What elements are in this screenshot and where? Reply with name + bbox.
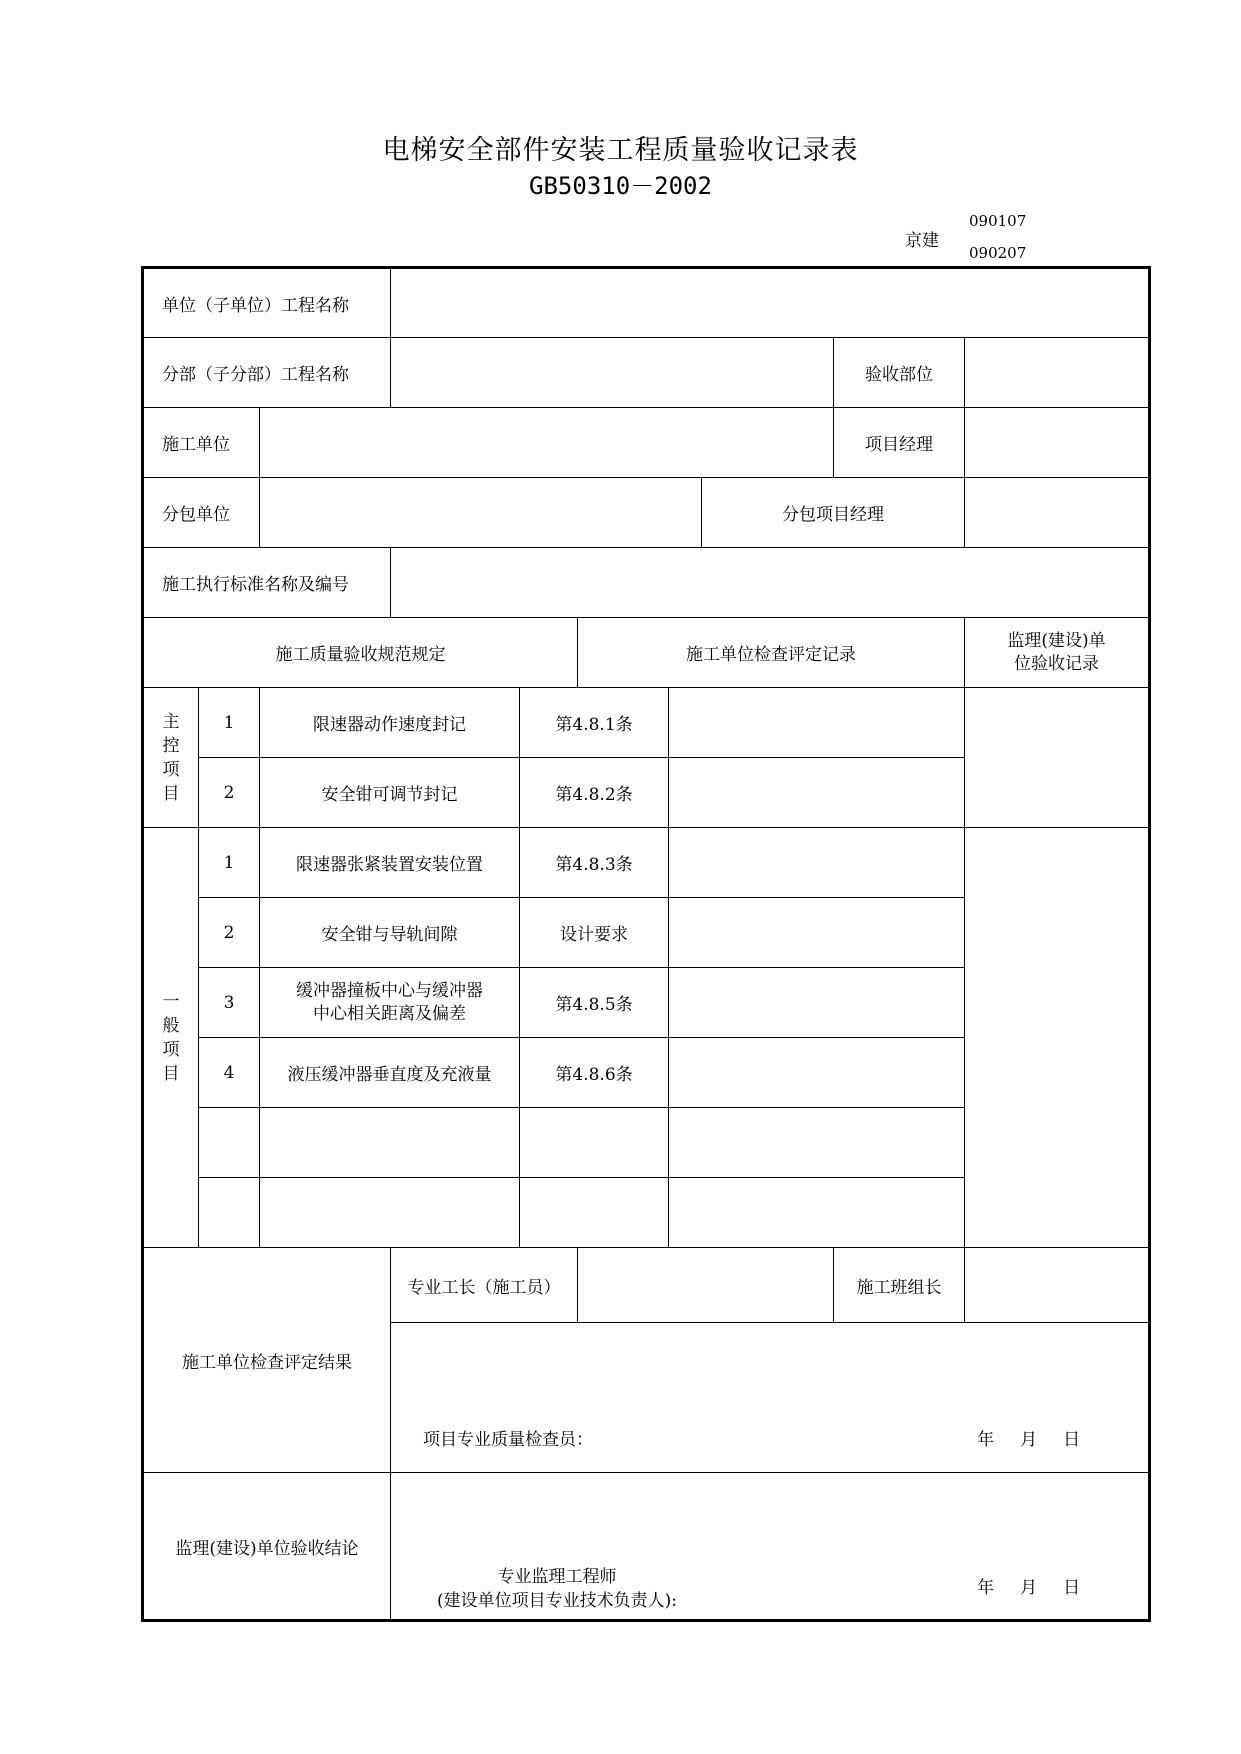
item-description-line-1: 缓冲器撞板中心与缓冲器 [296,980,483,1001]
team-leader-label: 施工班组长 [834,1248,965,1323]
form-code-1: 090107 [969,212,1027,230]
item-number: 2 [199,758,260,828]
check-record-field[interactable] [669,1038,965,1108]
check-result-label: 施工单位检查评定结果 [143,1248,391,1473]
main-label-char: 控 [162,735,180,756]
construction-unit-field[interactable] [260,408,834,478]
item-description[interactable] [260,1178,520,1248]
sub-project-manager-label: 分包项目经理 [702,478,965,548]
main-items-label [143,688,199,828]
project-manager-field[interactable] [965,408,1150,478]
quality-inspector-signature[interactable] [391,1323,1150,1473]
main-label-char: 项 [162,759,180,780]
quality-inspector-label: 项目专业质量检查员： [423,1430,594,1450]
item-clause: 第4.8.3条 [520,828,669,898]
subcontractor-field[interactable] [260,478,702,548]
acceptance-part-field[interactable] [965,338,1150,408]
general-items-label [143,828,199,1248]
supervisor-header [965,618,1150,688]
item-clause: 第4.8.6条 [520,1038,669,1108]
general-label-char: 目 [162,1063,180,1084]
item-description: 液压缓冲器垂直度及充液量 [260,1038,520,1108]
general-label-char: 项 [162,1039,180,1060]
foreman-field[interactable] [578,1248,834,1323]
main-label-char: 目 [162,783,180,804]
item-number[interactable] [199,1108,260,1178]
year-label: 年 [977,1578,995,1598]
check-record-field[interactable] [669,758,965,828]
item-clause[interactable] [520,1108,669,1178]
standard-name-label: 施工执行标准名称及编号 [143,548,391,618]
sub-project-manager-field[interactable] [965,478,1150,548]
check-record-field[interactable] [669,828,965,898]
supervisor-conclusion-signature[interactable] [391,1473,1150,1621]
project-manager-label: 项目经理 [834,408,965,478]
day-label: 日 [1063,1578,1081,1598]
item-number[interactable] [199,1178,260,1248]
code-label: 京建 [905,231,939,251]
item-description: 安全钳与导轨间隙 [260,898,520,968]
item-number: 2 [199,898,260,968]
year-label: 年 [977,1430,995,1450]
unit-project-label: 单位（子单位）工程名称 [143,268,391,338]
engineer-label-line-2: (建设单位项目专业技术负责人): [437,1591,678,1611]
supervisor-header-line-2: 位验收记录 [1014,653,1100,674]
supervisor-header-line-1: 监理(建设)单 [1007,630,1106,651]
general-label-char: 般 [162,1015,180,1036]
supervisor-record-field[interactable] [965,688,1150,828]
item-number: 1 [199,828,260,898]
item-number: 1 [199,688,260,758]
engineer-label [417,1565,697,1613]
acceptance-part-label: 验收部位 [834,338,965,408]
item-clause: 第4.8.5条 [520,968,669,1038]
check-record-field[interactable] [669,688,965,758]
check-record-header: 施工单位检查评定记录 [578,618,965,688]
item-description[interactable] [260,1108,520,1178]
sub-project-label: 分部（子分部）工程名称 [143,338,391,408]
foreman-label: 专业工长（施工员） [391,1248,578,1323]
standard-code: GB50310－2002 [529,172,712,200]
form-code-2: 090207 [969,244,1027,262]
team-leader-field[interactable] [965,1248,1150,1323]
date-line [951,1573,1080,1598]
item-number: 4 [199,1038,260,1108]
form-title: 电梯安全部件安装工程质量验收记录表 [382,135,859,166]
month-label: 月 [1020,1578,1038,1598]
date-line [951,1425,1080,1450]
item-description-line-2: 中心相关距离及偏差 [313,1003,466,1024]
check-record-field[interactable] [669,968,965,1038]
subcontractor-label: 分包单位 [143,478,260,548]
item-clause[interactable] [520,1178,669,1248]
unit-project-field[interactable] [391,268,1150,338]
item-description: 限速器张紧装置安装位置 [260,828,520,898]
main-label-char: 主 [162,711,180,732]
supervisor-record-field[interactable] [965,828,1150,1248]
item-description [260,968,520,1038]
check-record-field[interactable] [669,898,965,968]
construction-unit-label: 施工单位 [143,408,260,478]
supervisor-conclusion-label: 监理(建设)单位验收结论 [143,1473,391,1621]
item-description: 安全钳可调节封记 [260,758,520,828]
engineer-label-line-1: 专业监理工程师 [497,1567,617,1587]
item-number: 3 [199,968,260,1038]
item-clause: 设计要求 [520,898,669,968]
standard-name-field[interactable] [391,548,1150,618]
month-label: 月 [1020,1430,1038,1450]
check-record-field[interactable] [669,1108,965,1178]
item-description: 限速器动作速度封记 [260,688,520,758]
sub-project-field[interactable] [391,338,834,408]
item-clause: 第4.8.2条 [520,758,669,828]
spec-header: 施工质量验收规范规定 [143,618,578,688]
item-clause: 第4.8.1条 [520,688,669,758]
day-label: 日 [1063,1430,1081,1450]
general-label-char: 一 [162,991,180,1012]
check-record-field[interactable] [669,1178,965,1248]
acceptance-record-table [141,266,1151,1622]
